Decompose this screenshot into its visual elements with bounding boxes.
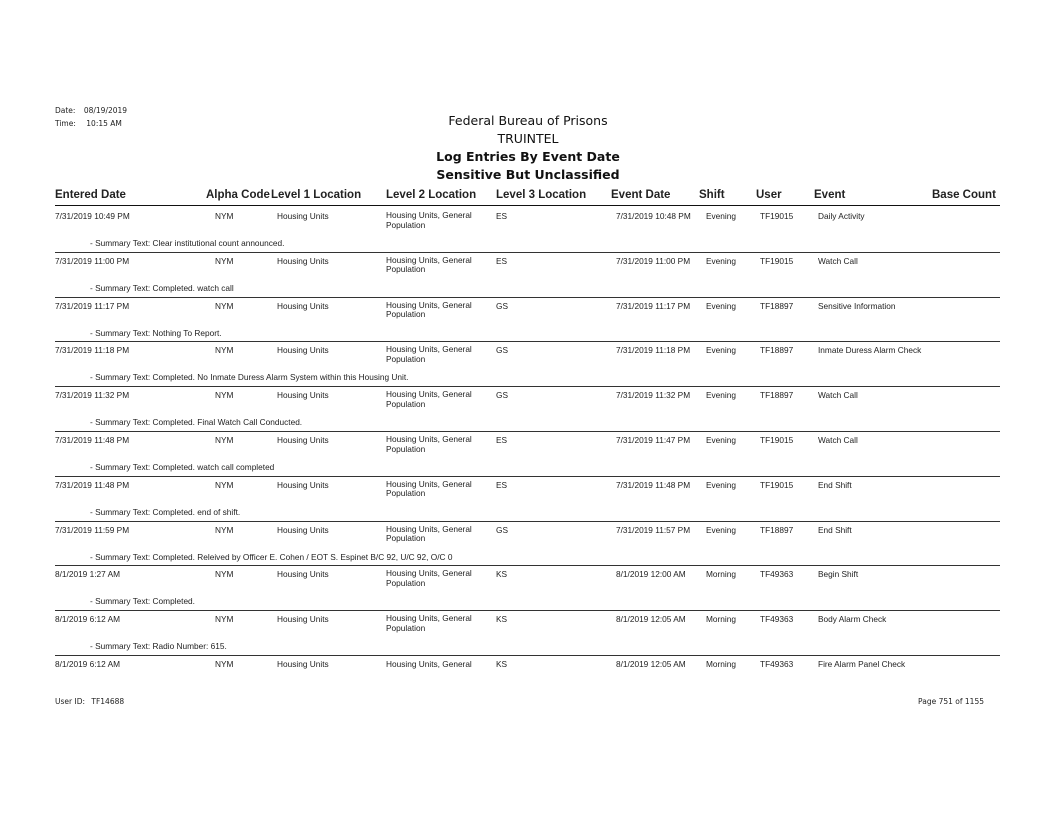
level1-location: Housing Units <box>277 255 329 266</box>
level3-location: KS <box>496 569 508 580</box>
entered-date: 7/31/2019 11:18 PM <box>55 345 130 356</box>
row-divider <box>55 386 1000 387</box>
col-user: User <box>756 189 782 201</box>
summary-text: - Summary Text: Completed. watch call completed <box>90 462 275 472</box>
summary-text: - Summary Text: Completed. Releived by Officer E. Cohen / EOT S. Espinet B/C 92, U/C 92, O/C 0 <box>90 551 453 562</box>
row-divider <box>55 252 1000 253</box>
col-event-date: Event Date <box>611 189 671 201</box>
classification-title: Sensitive But Unclassified <box>436 167 620 182</box>
table-row <box>55 655 1000 675</box>
table-row <box>55 610 1000 656</box>
event: End Shift <box>818 479 852 490</box>
entered-date: 7/31/2019 11:59 PM <box>55 524 130 535</box>
level3-location: KS <box>496 614 508 625</box>
summary-text: - Summary Text: Completed. watch call <box>90 282 234 293</box>
row-divider <box>55 565 1000 566</box>
user: TF49363 <box>760 614 794 625</box>
page-number: Page 751 of 1155 <box>918 697 984 706</box>
shift: Evening <box>706 255 736 266</box>
event-date: 7/31/2019 11:18 PM <box>616 345 691 356</box>
event-date: 7/31/2019 11:57 PM <box>616 524 691 535</box>
level3-location: GS <box>496 524 508 535</box>
summary-text: - Summary Text: Nothing To Report. <box>90 327 222 338</box>
col-shift: Shift <box>699 189 725 201</box>
level2-location: Housing Units, General Population <box>386 568 472 588</box>
date-label: Date: <box>55 106 76 115</box>
level1-location: Housing Units <box>277 300 329 311</box>
alpha-code: NYM <box>215 524 234 535</box>
level2-location: Housing Units, General Population <box>386 478 472 499</box>
event-date: 7/31/2019 11:17 PM <box>616 300 691 311</box>
table-row <box>55 341 1000 387</box>
user: TF49363 <box>760 569 794 580</box>
shift: Evening <box>706 524 736 535</box>
level1-location: Housing Units <box>277 211 329 221</box>
summary-text: - Summary Text: Completed. end of shift. <box>90 506 241 517</box>
level2-location: Housing Units, General Population <box>386 523 472 544</box>
user: TF19015 <box>760 479 794 490</box>
event: Watch Call <box>818 390 858 401</box>
table-row <box>55 521 1000 567</box>
level3-location: KS <box>496 659 508 669</box>
shift: Evening <box>706 211 736 221</box>
event: Sensitive Information <box>818 300 896 311</box>
summary-text: - Summary Text: Completed. No Inmate Duress Alarm System within this Housing Unit. <box>90 372 409 383</box>
entered-date: 7/31/2019 11:00 PM <box>55 255 130 266</box>
user: TF49363 <box>760 659 794 669</box>
table-row <box>55 207 1000 253</box>
level1-location: Housing Units <box>277 479 329 490</box>
alpha-code: NYM <box>215 300 234 311</box>
event-date: 7/31/2019 11:48 PM <box>616 479 691 490</box>
col-alpha-code: Alpha Code <box>206 189 270 201</box>
table-row <box>55 431 1000 477</box>
entered-date: 8/1/2019 6:12 AM <box>55 614 121 625</box>
level3-location: GS <box>496 390 508 401</box>
event-date: 7/31/2019 10:48 PM <box>616 211 691 221</box>
table-row <box>55 386 1000 432</box>
user: TF19015 <box>760 211 794 221</box>
table-row <box>55 252 1000 298</box>
summary-text: - Summary Text: Completed. Final Watch Call Conducted. <box>90 417 303 428</box>
time-label: Time: <box>55 119 76 128</box>
shift: Morning <box>706 614 736 625</box>
alpha-code: NYM <box>215 435 234 445</box>
summary-text: - Summary Text: Clear institutional count announced. <box>90 238 285 248</box>
event-date: 7/31/2019 11:00 PM <box>616 255 691 266</box>
footer-user-id <box>55 697 124 706</box>
event: Watch Call <box>818 435 858 445</box>
event-date: 7/31/2019 11:32 PM <box>616 390 691 401</box>
row-divider <box>55 341 1000 342</box>
user-id-value: TF14688 <box>91 697 125 706</box>
user: TF18897 <box>760 345 794 356</box>
user-id-label: User ID: <box>55 697 85 706</box>
event: Watch Call <box>818 255 858 266</box>
row-divider <box>55 431 1000 432</box>
alpha-code: NYM <box>215 345 234 356</box>
system-title: TRUINTEL <box>497 131 559 146</box>
level2-location: Housing Units, General Population <box>386 210 472 230</box>
event: Daily Activity <box>818 211 865 221</box>
user: TF19015 <box>760 255 794 266</box>
row-divider <box>55 655 1000 656</box>
user: TF18897 <box>760 524 794 535</box>
table-row <box>55 476 1000 522</box>
event: Inmate Duress Alarm Check <box>818 345 922 356</box>
alpha-code: NYM <box>215 479 234 490</box>
level2-location: Housing Units, General Population <box>386 254 472 275</box>
event: Body Alarm Check <box>818 614 887 625</box>
col-event: Event <box>814 189 846 201</box>
event: Begin Shift <box>818 569 859 580</box>
summary-text: - Summary Text: Radio Number: 615. <box>90 641 227 652</box>
alpha-code: NYM <box>215 614 234 625</box>
event: End Shift <box>818 524 852 535</box>
level1-location: Housing Units <box>277 659 329 669</box>
level1-location: Housing Units <box>277 524 329 535</box>
table-header <box>55 189 1000 206</box>
report-title: Log Entries By Event Date <box>436 149 620 164</box>
row-divider <box>55 521 1000 522</box>
row-divider <box>55 297 1000 298</box>
entered-date: 7/31/2019 11:32 PM <box>55 390 130 401</box>
level1-location: Housing Units <box>277 345 329 356</box>
entered-date: 8/1/2019 1:27 AM <box>55 569 121 580</box>
col-entered-date: Entered Date <box>55 189 126 201</box>
alpha-code: NYM <box>215 569 234 580</box>
level1-location: Housing Units <box>277 569 329 580</box>
shift: Evening <box>706 300 736 311</box>
col-level1-location: Level 1 Location <box>271 189 362 201</box>
summary-text: - Summary Text: Completed. <box>90 596 195 607</box>
user: TF18897 <box>760 390 794 401</box>
event-date: 8/1/2019 12:05 AM <box>616 614 686 625</box>
level2-location: Housing Units, General Population <box>386 434 472 454</box>
date-value: 08/19/2019 <box>83 106 128 115</box>
shift: Evening <box>706 345 736 356</box>
event-date: 8/1/2019 12:05 AM <box>616 659 686 669</box>
alpha-code: NYM <box>215 211 234 221</box>
row-divider <box>55 476 1000 477</box>
time-value: 10:15 AM <box>86 119 122 128</box>
alpha-code: NYM <box>215 390 234 401</box>
level2-location: Housing Units, General Population <box>386 613 472 633</box>
level2-location: Housing Units, General <box>386 659 472 669</box>
level2-location: Housing Units, General Population <box>386 299 472 320</box>
agency-title: Federal Bureau of Prisons <box>448 113 608 128</box>
level3-location: GS <box>496 300 508 311</box>
event-date: 7/31/2019 11:47 PM <box>616 435 691 445</box>
col-level3-location: Level 3 Location <box>496 189 587 201</box>
entered-date: 7/31/2019 11:48 PM <box>55 479 130 490</box>
entered-date: 7/31/2019 11:48 PM <box>55 435 130 445</box>
alpha-code: NYM <box>215 659 234 669</box>
level3-location: ES <box>496 255 508 266</box>
table-row <box>55 297 1000 343</box>
entered-date: 7/31/2019 11:17 PM <box>55 300 130 311</box>
event-date: 8/1/2019 12:00 AM <box>616 569 686 580</box>
shift: Morning <box>706 659 736 669</box>
entered-date: 8/1/2019 6:12 AM <box>55 659 121 669</box>
shift: Evening <box>706 390 736 401</box>
col-level2-location: Level 2 Location <box>386 189 477 201</box>
col-base-count: Base Count <box>932 189 996 201</box>
level2-location: Housing Units, General Population <box>386 344 472 364</box>
user: TF19015 <box>760 435 794 445</box>
alpha-code: NYM <box>215 255 234 266</box>
level1-location: Housing Units <box>277 390 329 401</box>
level3-location: ES <box>496 211 508 221</box>
level1-location: Housing Units <box>277 435 329 445</box>
entered-date: 7/31/2019 10:49 PM <box>55 211 130 221</box>
shift: Evening <box>706 435 736 445</box>
level3-location: ES <box>496 479 508 490</box>
shift: Morning <box>706 569 736 580</box>
table-row <box>55 565 1000 611</box>
level1-location: Housing Units <box>277 614 329 625</box>
level3-location: GS <box>496 345 508 356</box>
level2-location: Housing Units, General Population <box>386 389 472 409</box>
row-divider <box>55 610 1000 611</box>
level3-location: ES <box>496 435 508 445</box>
shift: Evening <box>706 479 736 490</box>
event: Fire Alarm Panel Check <box>818 659 906 669</box>
user: TF18897 <box>760 300 794 311</box>
